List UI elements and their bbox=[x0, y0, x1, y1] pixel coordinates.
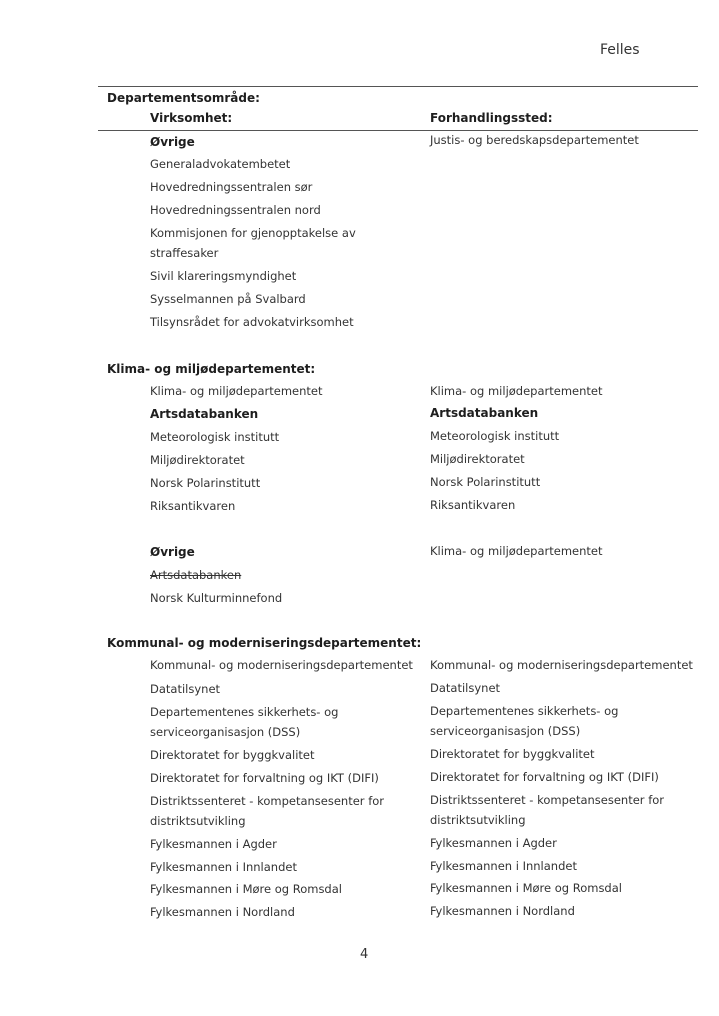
unit-cell: Kommunal- og moderniseringsdepartementet bbox=[150, 658, 413, 672]
unit-cell: Direktoratet for byggkvalitet bbox=[150, 748, 315, 762]
negotiation-cell: Klima- og miljødepartementet bbox=[430, 384, 603, 398]
header-label: Felles bbox=[600, 42, 640, 58]
unit-cell: Hovedredningssentralen nord bbox=[150, 203, 321, 217]
negotiation-cell: Norsk Polarinstitutt bbox=[430, 475, 541, 489]
unit-cell: Tilsynsrådet for advokatvirksomhet bbox=[150, 315, 354, 329]
negotiation-cell: Fylkesmannen i Agder bbox=[430, 836, 557, 850]
negotiation-cell: Datatilsynet bbox=[430, 681, 501, 695]
unit-cell: Sivil klareringsmyndighet bbox=[150, 269, 297, 283]
department-area-heading: Departementsområde: bbox=[107, 91, 260, 105]
unit-cell: Datatilsynet bbox=[150, 682, 221, 696]
unit-cell: Norsk Polarinstitutt bbox=[150, 476, 261, 490]
unit-cell: Artsdatabanken bbox=[150, 407, 259, 421]
unit-cell: Hovedredningssentralen sør bbox=[150, 180, 313, 194]
negotiation-cell: Artsdatabanken bbox=[430, 406, 539, 420]
negotiation-cell: Riksantikvaren bbox=[430, 498, 516, 512]
negotiation-cell: Fylkesmannen i Møre og Romsdal bbox=[430, 881, 622, 895]
unit-cell: Fylkesmannen i Innlandet bbox=[150, 860, 297, 874]
unit-cell: Meteorologisk institutt bbox=[150, 430, 280, 444]
unit-cell: Generaladvokatembetet bbox=[150, 157, 291, 171]
unit-cell: serviceorganisasjon (DSS) bbox=[150, 725, 301, 739]
unit-cell: Fylkesmannen i Nordland bbox=[150, 905, 295, 919]
unit-cell: Øvrige bbox=[150, 135, 195, 149]
negotiation-cell: distriktsutvikling bbox=[430, 813, 526, 827]
negotiation-cell: Justis- og beredskapsdepartementet bbox=[430, 133, 639, 147]
divider-top bbox=[98, 86, 698, 87]
unit-cell: Departementenes sikkerhets- og bbox=[150, 705, 339, 719]
negotiation-cell: Klima- og miljødepartementet bbox=[430, 544, 603, 558]
divider-header bbox=[98, 130, 698, 131]
negotiation-cell: Fylkesmannen i Innlandet bbox=[430, 859, 577, 873]
unit-column-heading: Virksomhet: bbox=[150, 111, 233, 125]
negotiation-cell: Direktoratet for byggkvalitet bbox=[430, 747, 595, 761]
unit-cell: Miljødirektoratet bbox=[150, 453, 245, 467]
unit-cell: Fylkesmannen i Agder bbox=[150, 837, 277, 851]
unit-cell: Kommisjonen for gjenopptakelse av bbox=[150, 226, 356, 240]
department-title: Kommunal- og moderniseringsdepartementet: bbox=[107, 636, 422, 650]
unit-cell: Klima- og miljødepartementet bbox=[150, 384, 323, 398]
negotiation-column-heading: Forhandlingssted: bbox=[430, 111, 553, 125]
department-title: Klima- og miljødepartementet: bbox=[107, 362, 316, 376]
negotiation-cell: Fylkesmannen i Nordland bbox=[430, 904, 575, 918]
unit-cell: Distriktssenteret - kompetansesenter for bbox=[150, 794, 385, 808]
negotiation-cell: Miljødirektoratet bbox=[430, 452, 525, 466]
unit-cell: straffesaker bbox=[150, 246, 219, 260]
negotiation-cell: Departementenes sikkerhets- og bbox=[430, 704, 619, 718]
unit-cell: Fylkesmannen i Møre og Romsdal bbox=[150, 882, 342, 896]
negotiation-cell: Direktoratet for forvaltning og IKT (DIFI) bbox=[430, 770, 659, 784]
unit-cell: distriktsutvikling bbox=[150, 814, 246, 828]
unit-cell: Riksantikvaren bbox=[150, 499, 236, 513]
unit-cell-struck: Artsdatabanken bbox=[150, 568, 242, 582]
page-number: 4 bbox=[360, 947, 369, 962]
unit-cell: Norsk Kulturminnefond bbox=[150, 591, 283, 605]
unit-cell: Øvrige bbox=[150, 545, 195, 559]
negotiation-cell: serviceorganisasjon (DSS) bbox=[430, 724, 581, 738]
unit-cell: Sysselmannen på Svalbard bbox=[150, 292, 306, 306]
negotiation-cell: Kommunal- og moderniseringsdepartementet bbox=[430, 658, 693, 672]
negotiation-cell: Meteorologisk institutt bbox=[430, 429, 560, 443]
unit-cell: Direktoratet for forvaltning og IKT (DIFI) bbox=[150, 771, 379, 785]
negotiation-cell: Distriktssenteret - kompetansesenter for bbox=[430, 793, 665, 807]
